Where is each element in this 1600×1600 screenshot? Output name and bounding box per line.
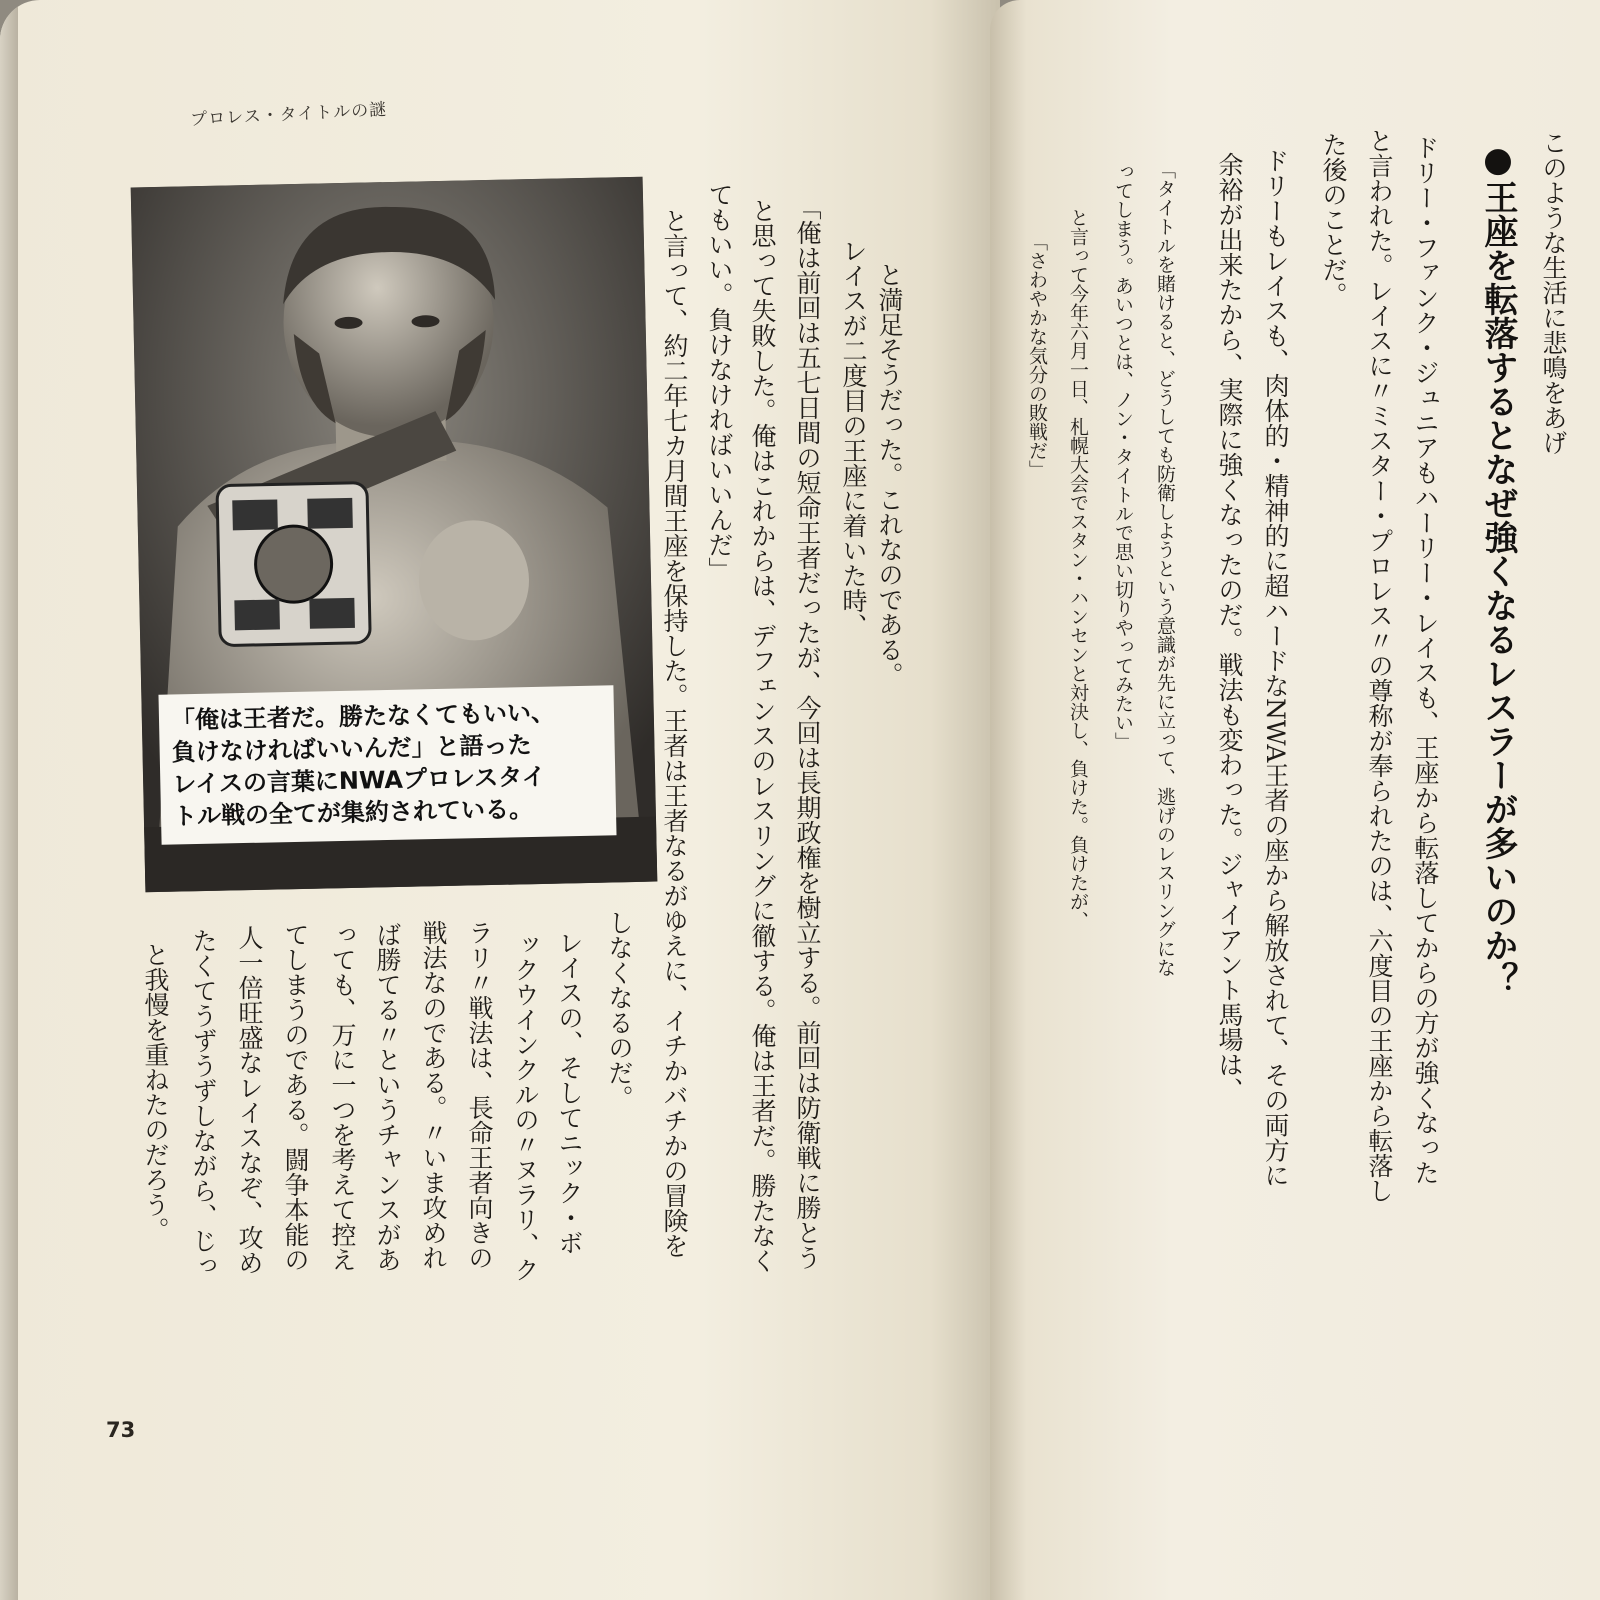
text-column: 余裕が出来たから、実際に強くなったのだ。戦法も変わった。ジャイアント馬場は、 <box>1215 152 1244 1102</box>
text-column: と満足そうだった。これなのである。 <box>875 262 904 687</box>
text-column: レイスが二度目の王座に着いた時、 <box>839 238 868 638</box>
text-column: と言って今年六月一日、札幌大会でスタン・ハンセンと対決し、負けた。負けたが、 <box>1067 208 1089 930</box>
text-column: このような生活に悲鳴をあげ <box>1539 130 1568 455</box>
text-column: と言われた。レイスに〃ミスター・プロレス〃の尊称が奉られたのは、六度目の王座から転落し <box>1365 128 1394 1203</box>
text-column: と思って失敗した。俺はこれからは、デフェンスのレスリングに徹する。俺は王者だ。勝たなく <box>748 198 777 1273</box>
photo-caption: 「俺は王者だ。勝たなくてもいい、 負けなければいいんだ」と語った レイスの言葉にNWAプロレスタイ トル戦の全てが集約されている。 <box>158 685 616 844</box>
text-column: と我慢を重ねたのだろう。 <box>141 942 170 1242</box>
text-column: ドリーもレイスも、肉体的・精神的に超ハードなNWA王者の座から解放されて、その両方に <box>1261 148 1290 1188</box>
text-column: てもいい。負けなければいいんだ」 <box>705 182 734 582</box>
text-column: ラリ〃戦法は、長命王者向きの <box>465 920 494 1270</box>
text-column: 「タイトルを賭けると、どうしても防衛しようという意識が先に立って、逃げのレスリングにな <box>1154 160 1176 977</box>
text-column: しなくなるのだ。 <box>605 910 634 1110</box>
page-edge <box>0 0 18 1600</box>
text-column: 「さわやかな気分の敗戦だ」 <box>1026 232 1048 479</box>
page-number: 73 <box>106 1418 136 1442</box>
text-column: 「俺は前回は五七日間の短命王者だったが、今回は長期政権を樹立する。前回は防衛戦に勝とう <box>793 195 822 1270</box>
text-column: ドリー・ファンク・ジュニアもハーリー・レイスも、王座から転落してからの方が強くなった <box>1411 135 1440 1185</box>
text-column: てしまうのである。闘争本能の <box>281 922 310 1272</box>
text-column: ックウインクルの〃ヌラリ、ク <box>511 932 540 1282</box>
text-column: 人一倍旺盛なレイスなぞ、攻め <box>235 925 264 1275</box>
text-column: っても、万に一つを考えて控え <box>328 922 357 1272</box>
text-column: と言って、約二年七カ月間王座を保持した。王者は王者なるがゆえに、イチかバチかの冒険を <box>660 208 689 1258</box>
text-column: 戦法なのである。〃いま攻めれ <box>419 920 448 1270</box>
text-column: レイスの、そしてニック・ボ <box>555 930 584 1255</box>
text-column: たくてうずうずしながら、じっ <box>189 928 218 1278</box>
text-column: ば勝てる〃というチャンスがあ <box>373 922 402 1272</box>
section-heading: ●王座を転落するとなぜ強くなるレスラーが多いのか？ <box>1478 140 1518 996</box>
text-column: た後のことだ。 <box>1319 132 1348 307</box>
text-column: ってしまう。あいつとは、ノン・タイトルで思い切りやってみたい」 <box>1112 162 1134 751</box>
running-head: プロレス・タイトルの謎 <box>189 99 388 131</box>
